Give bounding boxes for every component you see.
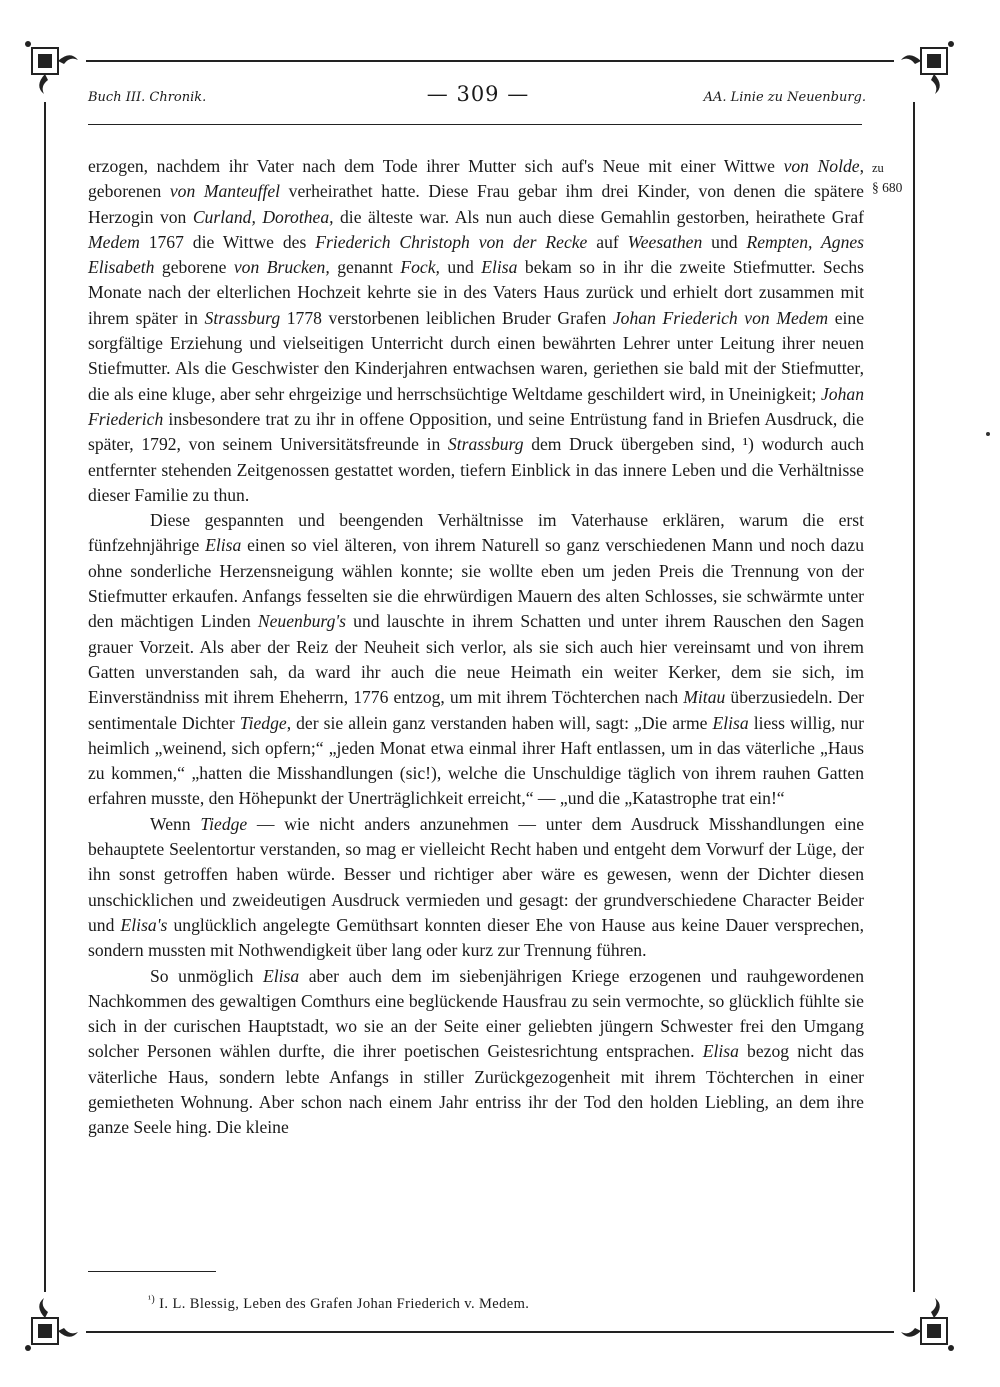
running-header bbox=[88, 82, 866, 110]
footnote-rule bbox=[88, 1271, 216, 1272]
page-number: — 309 — bbox=[426, 82, 530, 106]
ink-speck bbox=[986, 432, 990, 436]
frame-left-rule bbox=[44, 102, 46, 1292]
corner-ornament-bottom-right-icon bbox=[893, 1290, 955, 1352]
paragraph-3: Wenn Tiedge — wie nicht anders anzunehmen — unter dem Ausdruck Misshandlungen eine behauptete Seelentortur verstanden, so mag er vielleicht Recht haben und entgeht dem Vorwurf der Lüge, der ihn sonst getroffen haben würde. Besser und richtiger aber wäre es gewesen, wenn der Dichter diesen unschicklichen und zweideutigen Ausdruck vermieden und gesagt: der grundverschiedene Character Beider und Elisa's unglücklich angelegte Gemüthsart konnten dieser Ehe von Hause aus keine Dauer versprechen, sondern mussten mit Nothwendigkeit über lang oder kurz zur Trennung führen. bbox=[88, 813, 865, 961]
main-text bbox=[88, 154, 864, 1141]
paragraph-4: So unmöglich Elisa aber auch dem im siebenjährigen Kriege erzogenen und rauhgewordenen Nachkommen des gewaltigen Comthurs eine beglückende Hausfrau zu sein vermochte, so glücklich fühlte sie sich in der curischen Hauptstadt, wo sie an der Seite einer geliebten jüngern Schwester frei den Umgang solcher Personen wählen durfte, die ihrer poetischen Geistesrichtung entsprachen. Elisa bezog nicht das väterliche Haus, sondern lebte Anfangs in stiller Zurückgezogenheit mit ihrem Töchterchen in einer gemietheten Wohnung. Aber schon nach einem Jahr entriss ihr der Tod den holden Liebling, an dem ihre ganze Seele hing. Die kleine bbox=[88, 965, 864, 1138]
header-book-chapter: Buch III. Chronik. bbox=[88, 90, 207, 105]
frame-top-rule bbox=[86, 60, 894, 62]
header-rule bbox=[88, 124, 862, 125]
frame-bottom-rule bbox=[86, 1331, 894, 1333]
footnote bbox=[148, 1294, 529, 1313]
frame-right-rule bbox=[913, 102, 915, 1292]
corner-ornament-top-left-icon bbox=[24, 40, 86, 102]
margin-note-section: § 680 bbox=[872, 180, 903, 195]
corner-ornament-bottom-left-icon bbox=[24, 1290, 86, 1352]
header-lineage: AA. Linie zu Neuenburg. bbox=[703, 90, 866, 105]
footnote-text: I. L. Blessig, Leben des Grafen Johan Friederich v. Medem. bbox=[155, 1295, 530, 1312]
footnote-mark: ¹) bbox=[148, 1294, 156, 1305]
paragraph-1: erzogen, nachdem ihr Vater nach dem Tode ihrer Mutter sich auf's Neue mit einer Wittwe von Nolde, geborenen von Manteuffel verheirathet hatte. Diese Frau gebar ihm drei Kinder, von denen die spätere Herzogin von Curland, Dorothea, die älteste war. Als nun auch diese Gemahlin gestorben, heirathete Graf Medem 1767 die Wittwe des Friederich Christoph von der Recke auf Weesathen und Rempten, Agnes Elisabeth geborene von Brucken, genannt Fock, und Elisa bekam so in ihr die zweite Stiefmutter. Sechs Monate nach der elterlichen Hochzeit kehrte sie in des Vaters Haus zurück und erhielt dort zusammen mit ihrem später in Strassburg 1778 verstorbenen leiblichen Bruder Grafen Johan Friederich von Medem eine sorgfältige Erziehung und vielseitigen Unterricht durch einen bewährten Lehrer unter Leitung ihrer neuen Stiefmutter. Als die Geschwister den Kinderjahren entwachsen waren, geriethen sie bald mit der Stiefmutter, die als eine kluge, aber sehr ehrgeizige und herrschsüchtige Weltdame geschildert wird, in Uneinigkeit; Johan Friederich insbesondere trat zu ihr in offene Opposition, und seine Entrüstung fand in Briefen Ausdruck, die später, 1792, von seinem Universitätsfreunde in Strassburg dem Druck übergeben sind, ¹) wodurch auch entfernter stehenden Zeitgenossen gestattet worden, tiefern Einblick in das innere Leben und die Verhältnisse dieser Familie zu thun. bbox=[88, 156, 865, 505]
paragraph-2: Diese gespannten und beengenden Verhältnisse im Vaterhause erklären, warum die erst fünfzehnjährige Elisa einen so viel älteren, von ihrem Naturell so ganz verschiedenen Mann und noch dazu ohne sonderliche Herzensneigung wählen konnte; sie wollte eben um jeden Preis die Trennung von der Stiefmutter erkaufen. Anfangs fesselten sie die ehrwürdigen Mauern des alten Schlosses, sie schwärmte unter den mächtigen Linden Neuenburg's und lauschte in ihrem Schatten und unter ihrem Rauschen den Sagen grauer Vorzeit. Als aber der Reiz der Neuheit sich verlor, als sie sich auch hier vereinsamt und von ihrem Gatten unverstanden sah, da ward ihr auch die neue Heimath ein weiter Kerker, dem sie sich, im Einverständniss mit ihrem Eheherrn, 1776 entzog, um mit ihrem Töchterchen nach Mitau überzusiedeln. Der sentimentale Dichter Tiedge, der sie allein ganz verstanden haben will, sagt: „Die arme Elisa liess willig, nur heimlich „weinend, sich opfern;“ „jeden Monat etwa einmal ihrer Haft entlassen, um in das väterliche „Haus zu kommen,“ „hatten die Misshandlungen (sic!), welche die Unschuldige täglich von ihrem rauhen Gatten erfahren musste, den Höhepunkt der Unerträglichkeit erreicht,“ — „und die „Katastrophe trat ein!“ bbox=[88, 510, 864, 809]
corner-ornament-top-right-icon bbox=[893, 40, 955, 102]
margin-note-zu: zu bbox=[872, 161, 884, 175]
